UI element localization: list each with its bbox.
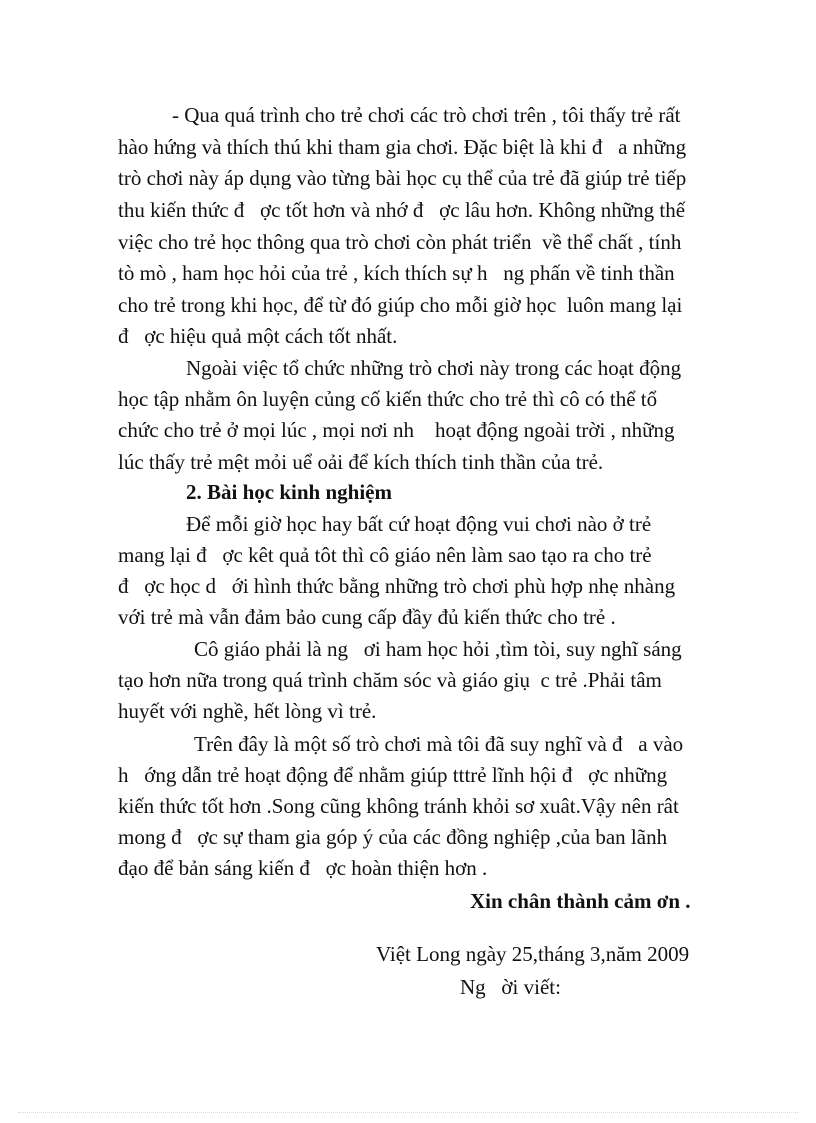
paragraph-line: kiến thức tốt hơn .Song cũng không tránh khỏi sơ xuât.Vậy nên rât bbox=[118, 794, 679, 818]
paragraph-line: Ngoài việc tổ chức những trò chơi này trong các hoạt động bbox=[186, 356, 682, 380]
paragraph-line: chức cho trẻ ở mọi lúc , mọi nơi nh hoạt động ngoài trời , những bbox=[118, 418, 675, 442]
paragraph-line: với trẻ mà vẫn đảm bảo cung cấp đầy đủ kiến thức cho trẻ . bbox=[118, 605, 616, 629]
date-line: Việt Long ngày 25,tháng 3,năm 2009 bbox=[376, 942, 690, 966]
paragraph-line: hào hứng và thích thú khi tham gia chơi. Đặc biệt là khi đ a những bbox=[118, 135, 687, 159]
paragraph-line: đ ợc học d ới hình thức bằng những trò chơi phù hợp nhẹ nhàng bbox=[118, 574, 676, 598]
paragraph-line: Cô giáo phải là ng ơi ham học hỏi ,tìm tòi, suy nghĩ sáng bbox=[194, 637, 682, 661]
paragraph-line: tò mò , ham học hỏi của trẻ , kích thích sự h ng phấn về tinh thần bbox=[118, 261, 675, 285]
page-bottom-border bbox=[18, 1112, 798, 1113]
closing-thanks: Xin chân thành cảm ơn . bbox=[470, 889, 691, 913]
paragraph-line: việc cho trẻ học thông qua trò chơi còn phát triển về thể chất , tính bbox=[118, 230, 682, 254]
paragraph-line: thu kiến thức đ ợc tốt hơn và nhớ đ ợc lâu hơn. Không những thế bbox=[118, 198, 686, 222]
paragraph-line: mang lại đ ợc kêt quả tôt thì cô giáo nên làm sao tạo ra cho trẻ bbox=[118, 543, 652, 567]
paragraph-line: Trên đây là một số trò chơi mà tôi đã suy nghĩ và đ a vào bbox=[194, 732, 684, 756]
section-heading: 2. Bài học kinh nghiệm bbox=[186, 480, 392, 504]
paragraph-line: cho trẻ trong khi học, để từ đó giúp cho mỗi giờ học luôn mang lại bbox=[118, 293, 683, 317]
paragraph-line: học tập nhằm ôn luyện củng cố kiến thức cho trẻ thì cô có thể tổ bbox=[118, 387, 658, 411]
paragraph-line: đạo để bản sáng kiến đ ợc hoàn thiện hơn . bbox=[118, 856, 488, 880]
paragraph-line: - Qua quá trình cho trẻ chơi các trò chơi trên , tôi thấy trẻ rất bbox=[172, 103, 681, 127]
paragraph-line: mong đ ợc sự tham gia góp ý của các đồng nghiệp ,của ban lãnh bbox=[118, 825, 668, 849]
paragraph-line: tạo hơn nữa trong quá trình chăm sóc và giáo giụ c trẻ .Phải tâm bbox=[118, 668, 662, 692]
paragraph-line: trò chơi này áp dụng vào từng bài học cụ thể của trẻ đã giúp trẻ tiếp bbox=[118, 166, 687, 190]
paragraph-line: huyết với nghề, hết lòng vì trẻ. bbox=[118, 699, 377, 723]
paragraph-line: lúc thấy trẻ mệt mỏi uể oải để kích thích tinh thần của trẻ. bbox=[118, 450, 604, 474]
paragraph-line: đ ợc hiệu quả một cách tốt nhất. bbox=[118, 324, 398, 348]
paragraph-line: Để mỗi giờ học hay bất cứ hoạt động vui chơi nào ở trẻ bbox=[186, 512, 652, 536]
signature-label: Ng ời viết: bbox=[460, 975, 561, 999]
paragraph-line: h ớng dẫn trẻ hoạt động để nhằm giúp tttrẻ lĩnh hội đ ợc những bbox=[118, 763, 668, 787]
